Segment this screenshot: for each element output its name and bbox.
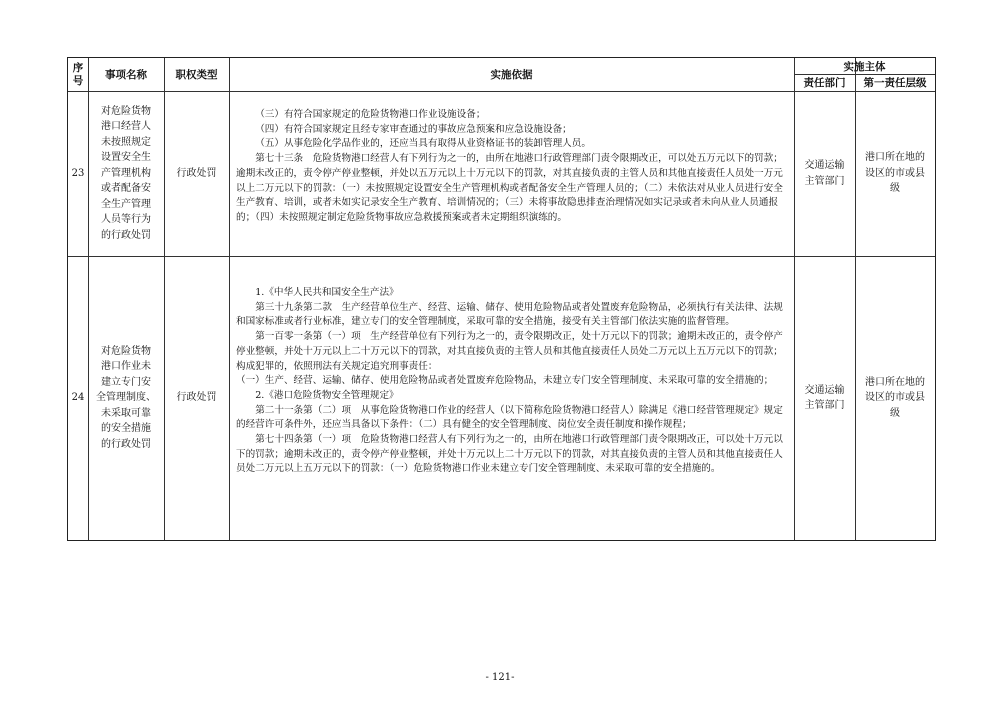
row-23-dept: 交通运输 主管部门 (804, 160, 845, 187)
header-level: 第一责任层级 (863, 77, 927, 89)
basis-paragraph: （三）有符合国家规定的危险货物港口作业设施设备； (255, 109, 486, 120)
header-subject: 实施主体 (843, 60, 886, 73)
basis-paragraph: 第二十一条第（二）项 从事危险货物港口作业的经营人（以下简称危险货物港口经营人）除满足《港口经营管理规定》规定的经营许可条件外，还应当具备以下条件：（二）具有健全的安全管理制度、岗位安全责任制度和操作规程； (236, 404, 783, 431)
row-24-seq: 24 (71, 392, 85, 404)
basis-paragraph: （五）从事危险化学品作业的，还应当具有取得从业资格证书的装卸管理人员。 (255, 138, 591, 150)
row-23-name: 对危险货物 港口经营人 未按照规定 设置安全生 产管理机构 或者配备安 全生产管理 人员等行为 的行政处罚 (101, 105, 151, 241)
row-24-basis (236, 286, 790, 477)
basis-paragraph: 1.《中华人民共和国安全生产法》 (255, 287, 399, 298)
header-name: 事项名称 (105, 69, 147, 81)
page-number: - 121- (485, 672, 515, 683)
header-type: 职权类型 (175, 69, 218, 81)
row-23-level: 港口所在地的 设区的市或县 级 (865, 152, 925, 195)
row-23-type: 行政处罚 (176, 167, 217, 179)
header-basis: 实施依据 (490, 69, 533, 81)
header-seq: 序 号 (72, 61, 84, 87)
basis-paragraph: 第一百零一条第（一）项 生产经营单位有下列行为之一的，责令限期改正，处十万元以下的罚款；逾期未改正的，责令停产停业整顿，并处十万元以上二十万元以下的罚款，对其直接负责的主管人员和其他直接责任人员处二万元以上五万元以下的罚款；构成犯罪的，依照刑法有关规定追究刑事责任： (236, 331, 783, 372)
basis-paragraph: 第七十三条 危险货物港口经营人有下列行为之一的，由所在地港口行政管理部门责令限期改正，可以处五万元以下的罚款；逾期未改正的，责令停产停业整顿，并处以五万元以上十万元以下的罚款，对其直接负责的主管人员和其他直接责任人员处一万元以上二万元以下的罚款：（一）未按照规定设置安全生产管理机构或者配备安全生产管理人员的；（二）未依法对从业人员进行安全生产教育、培训，或者未如实记录安全生产教育、培训情况的；（三）未将事故隐患排查治理情况如实记录或者未向从业人员通报的；（四）未按照规定制定危险货物事故应急救援预案或者未定期组织演练的。 (236, 153, 783, 223)
basis-paragraph: 2.《港口危险货物安全管理规定》 (255, 389, 399, 401)
basis-paragraph: 第三十九条第二款 生产经营单位生产、经营、运输、储存、使用危险物品或者处置废弃危险物品，必须执行有关法律、法规和国家标准或者行业标准，建立专门的安全管理制度，采取可靠的安全措施，接受有关主管部门依法实施的监督管理。 (236, 301, 783, 328)
basis-paragraph: （四）有符合国家规定且经专家审查通过的事故应急预案和应急设施设备； (255, 123, 572, 135)
row-24-dept: 交通运输 主管部门 (804, 384, 845, 411)
col-divider (229, 58, 230, 540)
row-24-level: 港口所在地的 设区的市或县 级 (865, 376, 925, 419)
header-dept: 责任部门 (803, 77, 846, 89)
enforcement-table (67, 57, 936, 541)
basis-paragraph: 第七十四条第（一）项 危险货物港口经营人有下列行为之一的，由所在地港口行政管理部门责令限期改正，可以处十万元以下的罚款；逾期未改正的，责令停产停业整顿，并处十万元以上二十万元以下的罚款，对其直接负责的主管人员和其他直接责任人员处二万元以上五万元以下的罚款：（一）危险货物港口作业未建立专门安全管理制度、未采取可靠的安全措施的。 (236, 434, 783, 475)
row-24-type: 行政处罚 (176, 392, 217, 404)
row-23-seq: 23 (71, 167, 85, 179)
row-23-basis (236, 108, 790, 226)
basis-paragraph: （一）生产、经营、运输、储存、使用危险物品或者处置废弃危险物品，未建立专门安全管理制度、未采取可靠的安全措施的； (236, 375, 774, 387)
row-24-name: 对危险货物 港口作业未 建立专门安 全管理制度、 未采取可靠 的安全措施 的行政处罚 (96, 345, 156, 450)
